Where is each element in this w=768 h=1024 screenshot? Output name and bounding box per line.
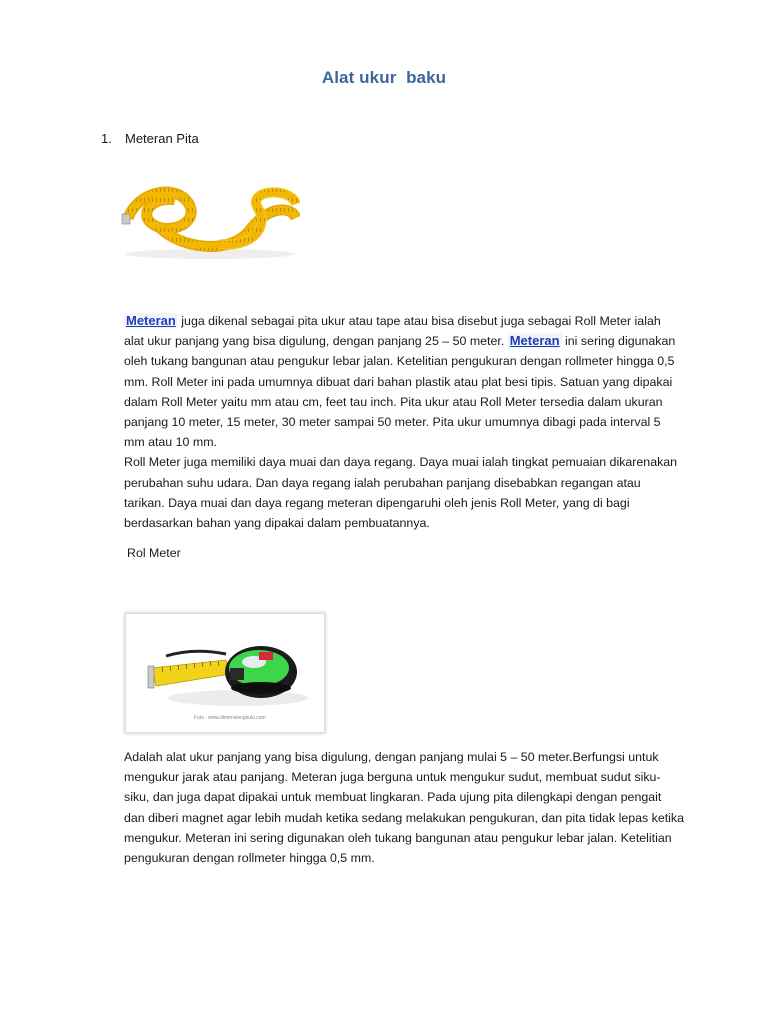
- paragraph-1a: [124, 311, 684, 452]
- meteran-link-2[interactable]: Meteran: [509, 333, 560, 349]
- paragraph-rol-meter: [124, 747, 684, 868]
- page-title: Alat ukur baku: [321, 68, 447, 87]
- roll-meter-image: [126, 614, 324, 732]
- image-caption: Foto : www.dimensiengkulu.com: [194, 715, 266, 721]
- list-label: Meteran Pita: [125, 131, 199, 146]
- paragraph-1-text-a: juga dikenal sebagai pita ukur atau tape atau bisa disebut juga sebagai Roll Meter ialah alat ukur panjang yang bisa digulung, dengan panjang 25 – 50 meter.: [124, 314, 661, 349]
- paragraph-2: Adalah alat ukur panjang yang bisa digulung, dengan panjang mulai 5 – 50 meter.Berfungsi untuk mengukur jarak atau panjang. Meteran juga berguna untuk mengukur sudut, membuat sudut siku-siku, dan juga dapat dipakai untuk membuat lingkaran. Pada ujung pita dilengkapi dengan pengait dan diberi magnet agar lebih mudah ketika sedang melakukan pengukuran, dan pita tidak lepas ketika mengukur. Meteran ini sering digunakan oleh tukang bangunan atau pengukur lebar jalan. Ketelitian pengukuran dengan rollmeter hingga 0,5 mm.: [124, 750, 685, 866]
- paragraph-1-text-b: ini sering digunakan oleh tukang bangunan atau pengukur lebar jalan. Ketelitian pengukuran dengan rollmeter hingga 0,5 mm. Roll Meter ini pada umumnya dibuat dari bahan plastik atau plat besi tipis. Satuan yang dipakai dalam Roll Meter yaitu mm atau cm, feet tau inch. Pita ukur atau Roll Meter tersedia dalam ukuran panjang 10 meter, 15 meter, 30 meter sampai 50 meter. Pita ukur umumnya dibagi pada interval 5 mm atau 10 mm.: [124, 334, 676, 450]
- list-item-meteran-pita: [101, 131, 199, 146]
- measuring-tape-image: [120, 178, 300, 260]
- list-number: 1.: [101, 131, 112, 146]
- paragraph-1b: Roll Meter juga memiliki daya muai dan daya regang. Daya muai ialah tingkat pemuaian dikarenakan perubahan suhu udara. Dan daya regang ialah perubahan panjang disebabkan regangan atau tarikan. Daya muai dan daya regang meteran dipengaruhi oleh jenis Roll Meter, yang di bagi berdasarkan bahan yang dipakai dalam pembuatannya.: [124, 455, 678, 531]
- meteran-link-1[interactable]: Meteran: [126, 313, 176, 328]
- paragraph-meteran-pita: [124, 311, 684, 533]
- section-heading-rol-meter: Rol Meter: [127, 546, 181, 560]
